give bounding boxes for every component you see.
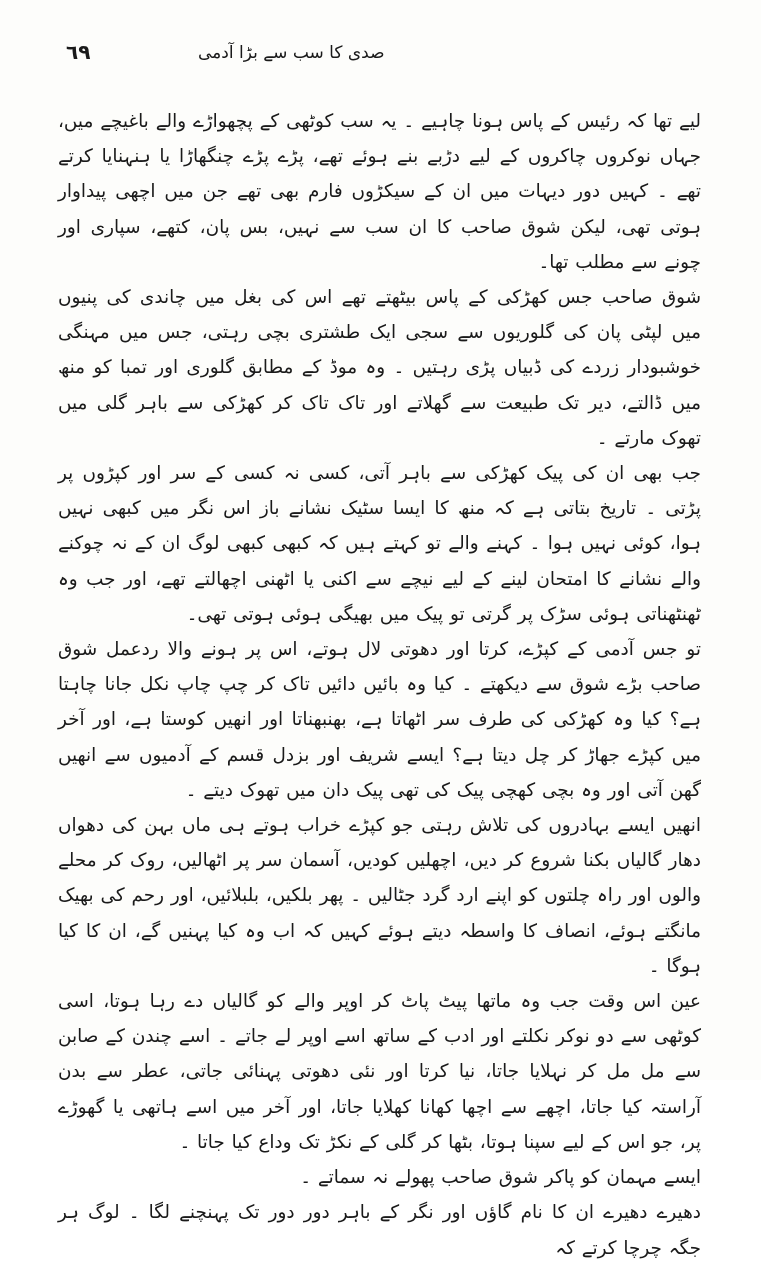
body-text [58,104,701,1266]
paragraph-7: ایسے مہمان کو پاکر شوق صاحب پھولے نہ سماتے ۔ [300,1167,701,1189]
paragraph-2: شوق صاحب جس کھڑکی کے پاس بیٹھتے تھے اس کی بغل میں چاندی کی پنیوں میں لپٹی پان کی گلوریوں سے سجی ایک طشتری بچی رہتی، جس میں مہنگی خوشبودار زردے کی ڈبیاں پڑی رہتیں ۔ وہ موڈ کے مطابق گلوری اور تمبا کو منھ میں ڈالتے، دیر تک طبیعت سے گھلاتے اور تاک تاک کر کھڑکی سے باہر گلی میں تھوک مارتے ۔ [58,287,701,449]
page-header [58,40,701,74]
paragraph-1: لیے تھا کہ رئیس کے پاس ہونا چاہیے ۔ یہ سب کوٹھی کے پچھواڑے والے باغیچے میں، جہاں نوکروں چاکروں کے لیے دڑبے بنے ہوئے تھے، پڑے پڑے چنگھاڑا یا ہنہنایا کرتے تھے ۔ کہیں دور دیہات میں ان کے سیکڑوں فارم بھی تھے جن میں اچھی پیداوار ہوتی تھی، لیکن شوق صاحب کا ان سب سے نہیں، بس پان، کتھے، سپاری اور چونے سے مطلب تھا۔ [58,111,701,273]
paragraph-4: تو جس آدمی کے کپڑے، کرتا اور دھوتی لال ہوتے، اس پر ہونے والا ردعمل شوق صاحب بڑے شوق سے دیکھتے ۔ کیا وہ بائیں دائیں تاک کر چپ چاپ نکل جانا چاہتا ہے؟ کیا وہ کھڑکی کی طرف سر اٹھاتا ہے، بھنبھناتا اور انھیں کوستا ہے، اور آخر میں کپڑے جھاڑ کر چل دیتا ہے؟ ایسے شریف اور بزدل قسم کے آدمیوں سے انھیں گھن آتی اور وہ بچی کھچی پیک کی تھی پیک دان میں تھوک دیتے ۔ [58,639,701,801]
paragraph-8: دھیرے دھیرے ان کا نام گاؤں اور نگر کے باہر دور دور تک پہنچنے لگا ۔ لوگ ہر جگہ چرچا کرتے کہ [58,1202,701,1259]
paragraph-3: جب بھی ان کی پیک کھڑکی سے باہر آتی، کسی نہ کسی کے سر اور کپڑوں پر پڑتی ۔ تاریخ بتاتی ہے کہ منھ کا ایسا سٹیک نشانے باز اس نگر میں کبھی نہیں ہوا، کوئی نہیں ہوا ۔ کہنے والے تو کہتے ہیں کہ کبھی کبھی لوگ ان کے نہ چوکنے والے نشانے کا امتحان لینے کے لیے نیچے سے اکنی یا اٹھنی اچھالتے تھے، اور جب وہ ٹھنٹھناتی ہوئی سڑک پر گرتی تو پیک میں بھیگی ہوئی ہوتی تھی۔ [58,463,701,625]
running-title: صدی کا سب سے بڑا آدمی [198,43,385,63]
page-number: ٦٩ [66,40,91,64]
paragraph-5: انھیں ایسے بہادروں کی تلاش رہتی جو کپڑے خراب ہوتے ہی ماں بہن کی دھواں دھار گالیاں بکنا شروع کر دیں، اچھلیں کودیں، آسمان سر پر اٹھالیں، روک کر محلے والوں اور راہ چلتوں کو اپنے ارد گرد جٹالیں ۔ پھر بلکیں، بلبلائیں، اور رحم کی بھیک مانگتے ہوئے، انصاف کا واسطہ دیتے ہوئے کہیں کہ اب وہ کیا پہنیں گے، ان کا کیا ہوگا ۔ [58,815,701,977]
paragraph-6: عین اس وقت جب وہ ماتھا پیٹ پاٹ کر اوپر والے کو گالیاں دے رہا ہوتا، اسی کوٹھی سے دو نوکر نکلتے اور ادب کے ساتھ اسے اوپر لے جاتے ۔ اسے چندن کے صابن سے مل مل کر نہلایا جاتا، نیا کرتا اور نئی دھوتی پہنائی جاتی، عطر سے بدن آراستہ کیا جاتا، اچھے سے اچھا کھانا کھلایا جاتا، اور آخر میں اسے ہاتھی یا گھوڑے پر، جو اس کے لیے سپنا ہوتا، بٹھا کر گلی کے نکڑ تک وداع کیا جاتا ۔ [58,991,701,1153]
